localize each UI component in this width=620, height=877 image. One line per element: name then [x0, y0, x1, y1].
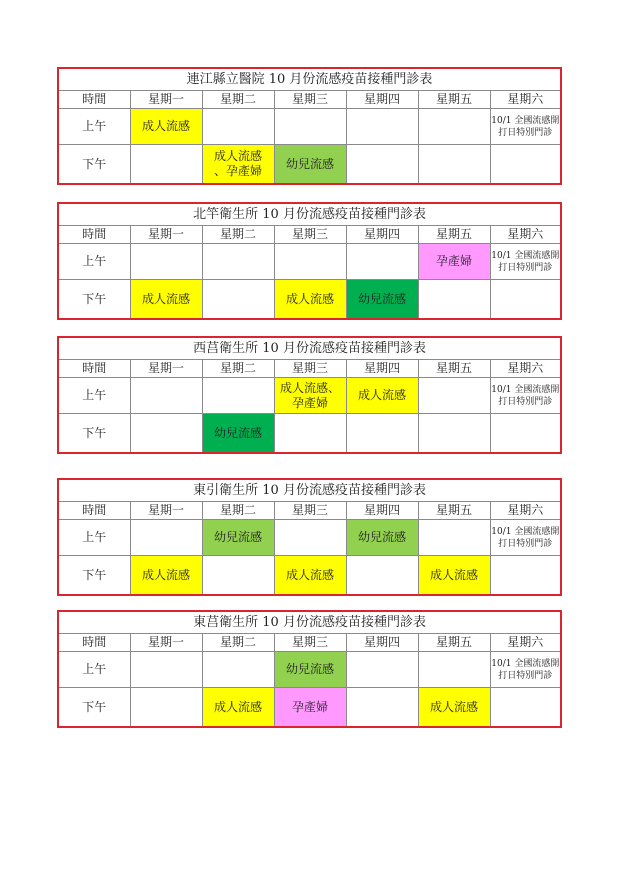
table-title: 北竿衛生所 10 月份流感疫苗接種門診表: [58, 203, 561, 226]
header-wed: 星期三: [274, 634, 346, 652]
cell-thu-pm: [346, 556, 418, 596]
row-label-am: 上午: [58, 378, 130, 414]
cell-tue-pm: [202, 556, 274, 596]
header-mon: 星期一: [130, 360, 202, 378]
cell-fri-am: [418, 520, 490, 556]
table-title: 西莒衛生所 10 月份流感疫苗接種門診表: [58, 337, 561, 360]
header-tue: 星期二: [202, 91, 274, 109]
cell-sat-am: 10/1 全國流感開 打日特別門診: [490, 378, 561, 414]
cell-sat-pm: [490, 556, 561, 596]
cell-fri-am: [418, 378, 490, 414]
cell-thu-am: [346, 109, 418, 145]
cell-thu-am: 成人流感: [346, 378, 418, 414]
row-label-pm: 下午: [58, 688, 130, 728]
cell-fri-am: 孕產婦: [418, 244, 490, 280]
row-label-pm: 下午: [58, 280, 130, 320]
cell-wed-am: [274, 520, 346, 556]
schedule-table-lienchiang-hospital: [57, 67, 562, 185]
header-mon: 星期一: [130, 226, 202, 244]
header-thu: 星期四: [346, 634, 418, 652]
cell-tue-pm: 成人流感 、孕產婦: [202, 145, 274, 185]
cell-sat-pm: [490, 414, 561, 454]
header-tue: 星期二: [202, 502, 274, 520]
cell-mon-pm: 成人流感: [130, 280, 202, 320]
cell-thu-pm: [346, 145, 418, 185]
cell-mon-pm: 成人流感: [130, 556, 202, 596]
cell-sat-am: 10/1 全國流感開 打日特別門診: [490, 652, 561, 688]
cell-fri-pm: [418, 145, 490, 185]
cell-wed-am: 幼兒流感: [274, 652, 346, 688]
cell-wed-pm: [274, 414, 346, 454]
schedule-table-dongyin: [57, 478, 562, 596]
header-tue: 星期二: [202, 226, 274, 244]
cell-tue-am: [202, 378, 274, 414]
header-mon: 星期一: [130, 502, 202, 520]
cell-wed-am: [274, 109, 346, 145]
header-sat: 星期六: [490, 91, 561, 109]
row-label-pm: 下午: [58, 414, 130, 454]
cell-tue-pm: 幼兒流感: [202, 414, 274, 454]
cell-sat-am: 10/1 全國流感開 打日特別門診: [490, 520, 561, 556]
table-title: 東引衛生所 10 月份流感疫苗接種門診表: [58, 479, 561, 502]
cell-wed-pm: 幼兒流感: [274, 145, 346, 185]
header-mon: 星期一: [130, 91, 202, 109]
header-sat: 星期六: [490, 226, 561, 244]
header-tue: 星期二: [202, 634, 274, 652]
cell-sat-pm: [490, 280, 561, 320]
header-thu: 星期四: [346, 91, 418, 109]
cell-tue-am: [202, 652, 274, 688]
cell-mon-am: [130, 244, 202, 280]
header-wed: 星期三: [274, 360, 346, 378]
header-fri: 星期五: [418, 502, 490, 520]
schedule-table-xiju: [57, 336, 562, 454]
cell-fri-pm: [418, 414, 490, 454]
header-time: 時間: [58, 634, 130, 652]
cell-tue-pm: 成人流感: [202, 688, 274, 728]
cell-fri-pm: [418, 280, 490, 320]
row-label-am: 上午: [58, 520, 130, 556]
cell-wed-pm: 孕產婦: [274, 688, 346, 728]
header-thu: 星期四: [346, 502, 418, 520]
header-wed: 星期三: [274, 91, 346, 109]
header-time: 時間: [58, 226, 130, 244]
schedule-table-beigan: [57, 202, 562, 320]
header-time: 時間: [58, 91, 130, 109]
cell-wed-am: [274, 244, 346, 280]
header-thu: 星期四: [346, 360, 418, 378]
cell-sat-pm: [490, 688, 561, 728]
cell-mon-pm: [130, 145, 202, 185]
cell-fri-pm: 成人流感: [418, 556, 490, 596]
header-wed: 星期三: [274, 226, 346, 244]
cell-mon-am: 成人流感: [130, 109, 202, 145]
cell-mon-pm: [130, 414, 202, 454]
row-label-am: 上午: [58, 652, 130, 688]
row-label-pm: 下午: [58, 556, 130, 596]
row-label-pm: 下午: [58, 145, 130, 185]
cell-mon-am: [130, 652, 202, 688]
header-sat: 星期六: [490, 634, 561, 652]
cell-mon-pm: [130, 688, 202, 728]
cell-thu-pm: 幼兒流感: [346, 280, 418, 320]
cell-sat-am: 10/1 全國流感開 打日特別門診: [490, 109, 561, 145]
schedule-table-dongju: [57, 610, 562, 728]
cell-mon-am: [130, 520, 202, 556]
row-label-am: 上午: [58, 109, 130, 145]
header-tue: 星期二: [202, 360, 274, 378]
cell-fri-am: [418, 109, 490, 145]
cell-thu-am: [346, 652, 418, 688]
header-mon: 星期一: [130, 634, 202, 652]
cell-tue-am: [202, 244, 274, 280]
cell-sat-pm: [490, 145, 561, 185]
cell-tue-pm: [202, 280, 274, 320]
header-time: 時間: [58, 360, 130, 378]
cell-tue-am: 幼兒流感: [202, 520, 274, 556]
table-title: 東莒衛生所 10 月份流感疫苗接種門診表: [58, 611, 561, 634]
header-sat: 星期六: [490, 502, 561, 520]
header-fri: 星期五: [418, 226, 490, 244]
cell-wed-pm: 成人流感: [274, 556, 346, 596]
cell-fri-am: [418, 652, 490, 688]
cell-fri-pm: 成人流感: [418, 688, 490, 728]
table-title: 連江縣立醫院 10 月份流感疫苗接種門診表: [58, 68, 561, 91]
header-sat: 星期六: [490, 360, 561, 378]
header-wed: 星期三: [274, 502, 346, 520]
cell-mon-am: [130, 378, 202, 414]
cell-wed-am: 成人流感、 孕產婦: [274, 378, 346, 414]
header-fri: 星期五: [418, 91, 490, 109]
header-fri: 星期五: [418, 634, 490, 652]
cell-tue-am: [202, 109, 274, 145]
row-label-am: 上午: [58, 244, 130, 280]
cell-sat-am: 10/1 全國流感開 打日特別門診: [490, 244, 561, 280]
cell-thu-am: [346, 244, 418, 280]
cell-thu-pm: [346, 414, 418, 454]
header-time: 時間: [58, 502, 130, 520]
cell-wed-pm: 成人流感: [274, 280, 346, 320]
header-fri: 星期五: [418, 360, 490, 378]
cell-thu-pm: [346, 688, 418, 728]
cell-thu-am: 幼兒流感: [346, 520, 418, 556]
header-thu: 星期四: [346, 226, 418, 244]
